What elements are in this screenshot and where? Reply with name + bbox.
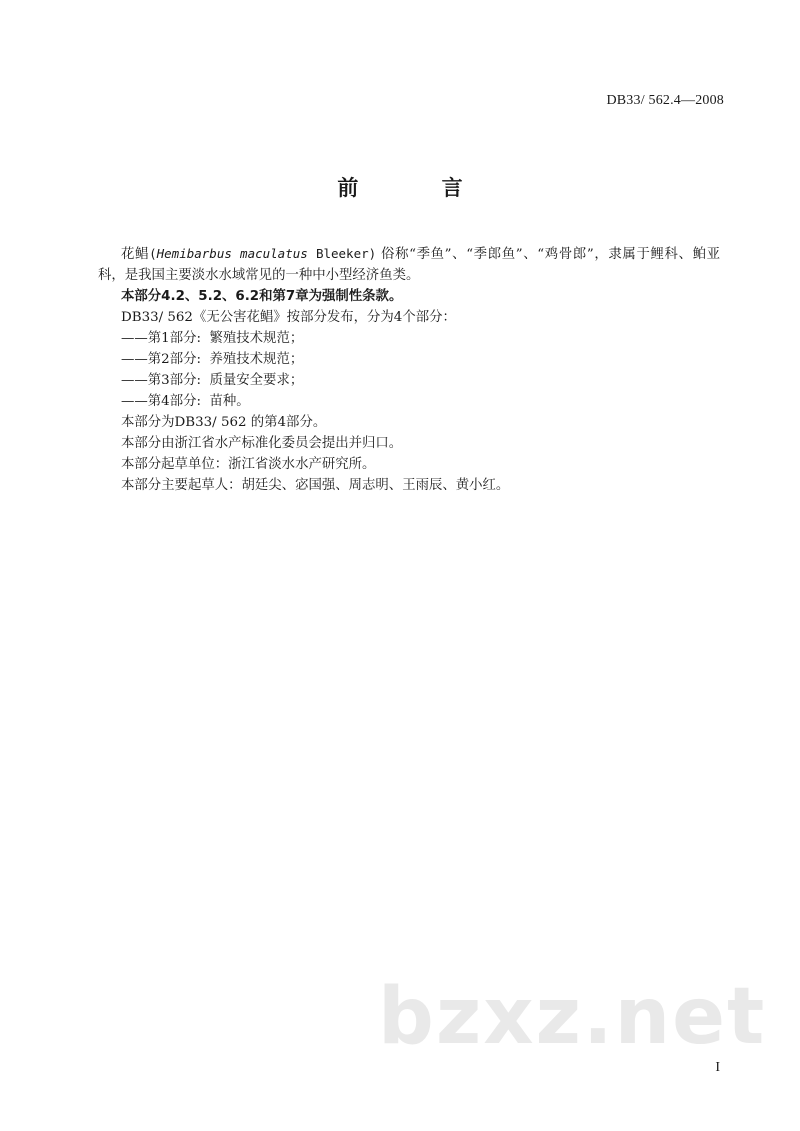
list-item-part-3: ——第3部分: 质量安全要求； [121,373,304,388]
page-number: I [715,1060,720,1075]
paragraph-prefix: 花 [121,247,136,262]
page-title: 前 言 [337,176,501,200]
latin-name [157,246,308,261]
document-code: DB33/ 562.4—2008 [606,93,724,108]
paren-open: ( [149,246,157,261]
paragraph-mandatory-clauses: 本部分4.2、5.2、6.2和第7章为强制性条款。 [121,289,403,304]
paragraph-fish-description [98,243,720,286]
latin-author: Bleeker) [307,246,377,261]
foreword-body [98,243,720,496]
paragraph-parts-intro: DB33/ 562《无公害花鲳》按部分发布，分为4个部分： [121,310,456,325]
list-item-part-4: ——第4部分: 苗种。 [121,394,250,409]
paragraph-drafters: 本部分主要起草人：胡廷尖、宓国强、周志明、王雨辰、黄小红。 [121,478,510,493]
latin-name-italic: Hemibarbus maculatus [156,246,308,261]
paragraph-part-number: 本部分为DB33/ 562 的第4部分。 [121,415,327,430]
list-item-part-1: ——第1部分: 繁殖技术规范； [121,331,304,346]
fish-name-char: 鲳 [135,247,150,262]
paragraph-proposer: 本部分由浙江省水产标准化委员会提出并归口。 [121,436,403,451]
paragraph-rest: 俗称“季鱼”、“季郎鱼”、“鸡骨郎”，隶属于鲤科、鲌亚科，是我国主要淡水水域常见的一种中小型经济鱼类。 [98,247,721,283]
paragraph-drafting-unit: 本部分起草单位：浙江省淡水水产研究所。 [121,457,376,472]
list-item-part-2: ——第2部分: 养殖技术规范； [121,352,304,367]
watermark: bzxz.net [378,972,767,1062]
